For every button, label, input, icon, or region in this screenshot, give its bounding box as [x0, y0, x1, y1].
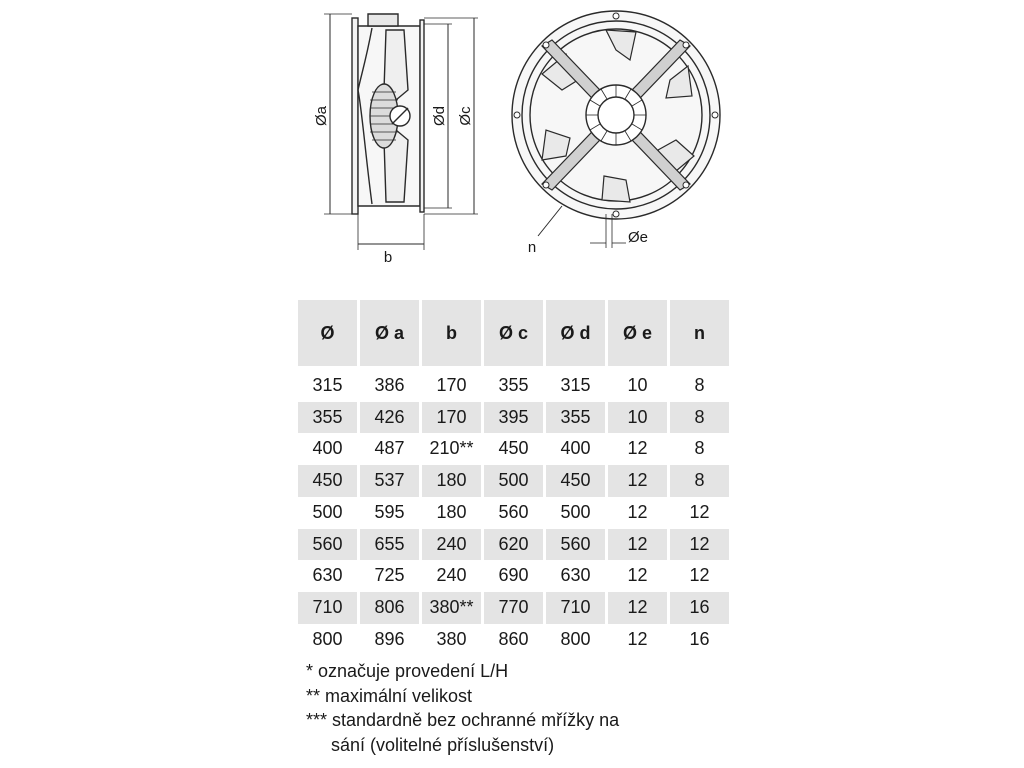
table-cell: 690: [498, 565, 529, 586]
header-diameter-c: Ø c: [484, 300, 543, 370]
table-cell: 8: [694, 438, 705, 459]
table-cell: 355: [298, 402, 357, 434]
table-cell: 240: [422, 529, 481, 561]
table-cell: 10: [608, 402, 667, 434]
table-cell: 560: [298, 529, 357, 561]
table-row: [298, 433, 729, 465]
label-diameter-c: Øc: [457, 106, 474, 126]
table-row: [298, 592, 729, 624]
table-cell: 860: [498, 628, 529, 649]
table-row: [298, 529, 729, 561]
header-diameter-a: Ø a: [360, 300, 419, 370]
table-header-row: [298, 300, 729, 370]
table-row: [298, 497, 729, 529]
table-row: [298, 370, 729, 402]
table-cell: 450: [498, 438, 529, 459]
table-cell: 560: [546, 529, 605, 561]
footnote: sání (volitelné příslušenství): [306, 734, 555, 755]
table-cell: 315: [560, 375, 591, 395]
table-cell: 450: [298, 465, 357, 497]
table-cell: 16: [689, 628, 710, 649]
table-cell: 315: [312, 375, 343, 395]
table-cell: 800: [560, 628, 591, 649]
label-diameter-d: Ød: [431, 105, 448, 127]
header-b: b: [422, 300, 481, 370]
table-cell: 426: [360, 402, 419, 434]
label-diameter-a: Øa: [313, 105, 330, 127]
table-cell: 8: [670, 402, 729, 434]
table-cell: 450: [546, 465, 605, 497]
header-n: n: [670, 300, 729, 370]
table-cell: 12: [689, 501, 710, 522]
table-cell: 710: [546, 592, 605, 624]
table-cell: 12: [608, 465, 667, 497]
table-cell: 500: [484, 465, 543, 497]
table-cell: 355: [498, 375, 529, 395]
table-cell: 10: [627, 375, 648, 395]
table-cell: 896: [374, 628, 405, 649]
front-view: [512, 11, 720, 248]
label-b: b: [383, 249, 393, 266]
table-cell: 770: [484, 592, 543, 624]
table-cell: 210**: [429, 438, 474, 459]
footnote: * označuje provedení L/H: [306, 661, 509, 681]
table-cell: 537: [360, 465, 419, 497]
table-cell: 500: [560, 501, 591, 522]
dimension-table: [295, 300, 732, 655]
table-cell: 12: [608, 592, 667, 624]
label-diameter-e: Øe: [627, 229, 649, 246]
footnote: ** maximální velikost: [306, 685, 473, 706]
table-cell: 12: [627, 628, 648, 649]
table-cell: 12: [670, 529, 729, 561]
label-n: n: [527, 239, 537, 256]
fan-technical-drawing: [280, 0, 750, 275]
header-diameter: Ø: [298, 300, 357, 370]
table-cell: 380**: [422, 592, 481, 624]
table-cell: 710: [298, 592, 357, 624]
table-cell: 400: [560, 438, 591, 459]
footnotes: [306, 659, 619, 757]
table-row: [298, 465, 729, 497]
table-cell: 560: [498, 501, 529, 522]
table-cell: 380: [436, 628, 467, 649]
table-cell: 386: [374, 375, 405, 395]
table-cell: 12: [627, 438, 648, 459]
table-cell: 800: [312, 628, 343, 649]
table-cell: 806: [360, 592, 419, 624]
table-cell: 180: [436, 501, 467, 522]
table-cell: 12: [608, 529, 667, 561]
table-cell: 8: [670, 465, 729, 497]
table-cell: 655: [360, 529, 419, 561]
table-row: [298, 624, 729, 656]
table-cell: 355: [546, 402, 605, 434]
table-cell: 595: [374, 501, 405, 522]
header-diameter-e: Ø e: [608, 300, 667, 370]
table-cell: 8: [694, 375, 705, 395]
table-cell: 487: [374, 438, 405, 459]
table-cell: 16: [670, 592, 729, 624]
table-row: [298, 560, 729, 592]
table-cell: 500: [312, 501, 343, 522]
table-cell: 12: [627, 565, 648, 586]
table-cell: 620: [484, 529, 543, 561]
footnote: *** standardně bez ochranné mřížky na: [306, 710, 620, 730]
table-cell: 725: [374, 565, 405, 586]
table-row: [298, 402, 729, 434]
table-cell: 400: [312, 438, 343, 459]
table-cell: 170: [436, 375, 467, 395]
table-cell: 12: [627, 501, 648, 522]
table-cell: 240: [436, 565, 467, 586]
table-cell: 170: [422, 402, 481, 434]
table-cell: 395: [484, 402, 543, 434]
side-view: [324, 14, 478, 250]
table-cell: 630: [312, 565, 343, 586]
table-cell: 180: [422, 465, 481, 497]
table-cell: 630: [560, 565, 591, 586]
table-cell: 12: [689, 565, 710, 586]
header-diameter-d: Ø d: [546, 300, 605, 370]
